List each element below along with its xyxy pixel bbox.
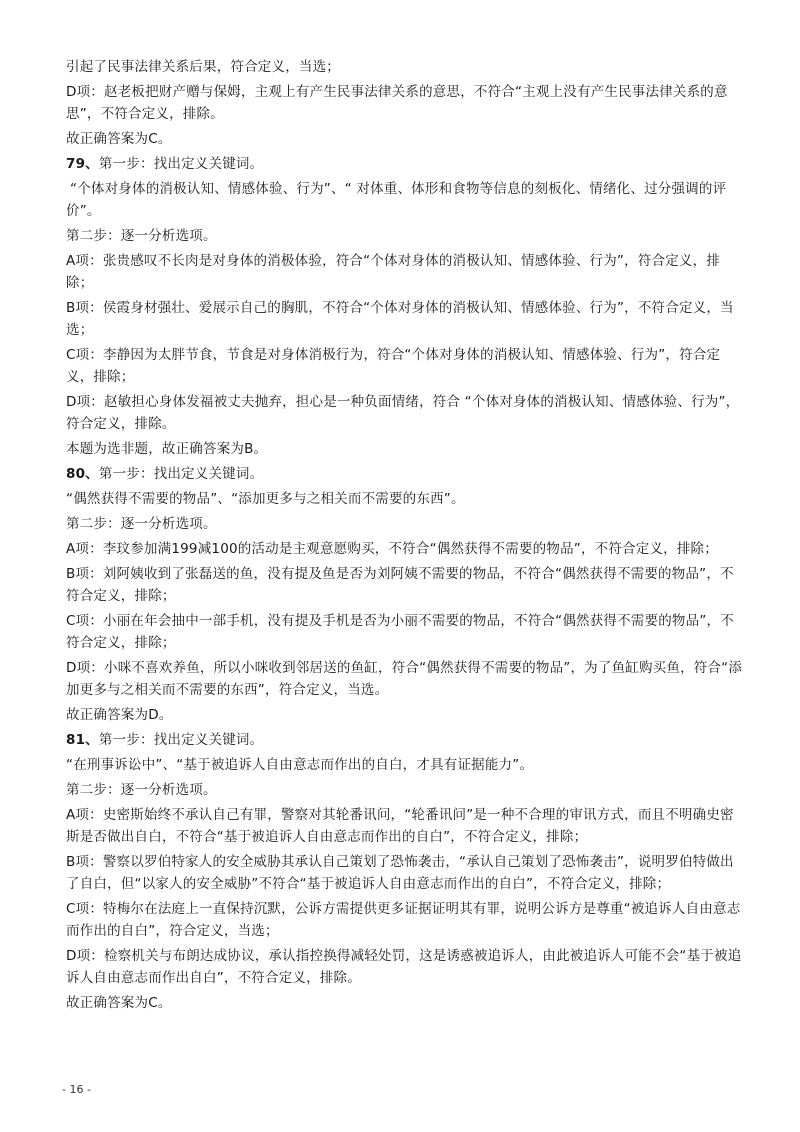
option-b-analysis: B项：警察以罗伯特家人的安全威胁其承认自己策划了恐怖袭击，“承认自己策划了恐怖袭击”，说明罗伯特做出了自白，但“以家人的安全威胁”不符合“基于被追诉人自由意志而作出的自白”，不符合定义，排除； (66, 854, 734, 892)
question-80-heading (66, 463, 746, 485)
option-b-analysis: B项：刘阿姨收到了张磊送的鱼，没有提及鱼是否为刘阿姨不需要的物品，不符合“偶然获得不需要的物品”，不符合定义，排除； (66, 566, 734, 604)
document-body (66, 56, 746, 1017)
step-label: 第一步：找出定义关键词。 (98, 732, 264, 748)
question-79-heading (66, 153, 746, 175)
answer-line: 本题为选非题，故正确答案为B。 (66, 441, 268, 457)
option-b-analysis: B项：侯霞身材强壮、爱展示自己的胸肌，不符合“个体对身体的消极认知、情感体验、行为”，不符合定义，当选； (66, 300, 734, 338)
answer-line: 故正确答案为C。 (66, 995, 172, 1011)
keywords-line: “个体对身体的消极认知、情感体验、行为”、“ 对体重、体形和食物等信息的刻板化、情绪化、过分强调的评价”。 (66, 181, 727, 219)
question-81-heading (66, 729, 746, 751)
option-a-analysis: A项：李玟参加满199减100的活动是主观意愿购买，不符合“偶然获得不需要的物品”，不符合定义，排除； (66, 541, 718, 557)
step-label: 第一步：找出定义关键词。 (98, 156, 264, 172)
answer-line: 故正确答案为D。 (66, 707, 173, 723)
keywords-line: “在刑事诉讼中”、“基于被追诉人自由意志而作出的自白，才具有证据能力”。 (66, 757, 534, 773)
question-number: 79、 (66, 156, 99, 172)
keywords-line: “偶然获得不需要的物品”、“添加更多与之相关而不需要的东西”。 (66, 491, 465, 507)
option-d-analysis: D项：赵敏担心身体发福被丈夫抛弃，担心是一种负面情绪，符合 “个体对身体的消极认知、情感体验、行为”，符合定义，排除。 (66, 394, 740, 432)
page-number: - 16 - (62, 1083, 91, 1096)
step-label: 第二步：逐一分析选项。 (66, 516, 217, 532)
question-number: 80、 (66, 466, 99, 482)
option-c-analysis: C项：特梅尔在法庭上一直保持沉默，公诉方需提供更多证据证明其有罪，说明公诉方是尊重“被追诉人自由意志而作出的自白”，符合定义，当选； (66, 901, 741, 939)
step-label: 第二步：逐一分析选项。 (66, 782, 217, 798)
step-label: 第二步：逐一分析选项。 (66, 228, 217, 244)
option-c-analysis: C项：小丽在年会抽中一部手机，没有提及手机是否为小丽不需要的物品，不符合“偶然获得不需要的物品”，不符合定义，排除； (66, 613, 734, 651)
answer-line: 故正确答案为C。 (66, 131, 172, 147)
option-a-analysis: A项：张贵感叹不长肉是对身体的消极体验，符合“个体对身体的消极认知、情感体验、行为”，符合定义，排除； (66, 253, 721, 291)
option-d-analysis: D项：小咪不喜欢养鱼，所以小咪收到邻居送的鱼缸，符合“偶然获得不需要的物品”，为了鱼缸购买鱼，符合“添加更多与之相关而不需要的东西”，符合定义，当选。 (66, 660, 743, 698)
option-d-analysis: D项：检察机关与布朗达成协议，承认指控换得减轻处罚，这是诱惑被追诉人，由此被追诉人可能不会“基于被追诉人自由意志而作出自白”，不符合定义，排除。 (66, 948, 742, 986)
text-line: 引起了民事法律关系后果，符合定义，当选； (66, 59, 340, 75)
question-number: 81、 (66, 732, 99, 748)
step-label: 第一步：找出定义关键词。 (98, 466, 264, 482)
option-c-analysis: C项：李静因为太胖节食，节食是对身体消极行为，符合“个体对身体的消极认知、情感体验、行为”，符合定义，排除； (66, 347, 721, 385)
option-a-analysis: A项：史密斯始终不承认自己有罪，警察对其轮番讯问，“轮番讯问”是一种不合理的审讯方式，而且不明确史密斯是否做出自白，不符合“基于被追诉人自由意志而作出的自白”，不符合定义，排除； (66, 807, 734, 845)
option-d-analysis: D项：赵老板把财产赠与保姆，主观上有产生民事法律关系的意思，不符合“主观上没有产生民事法律关系的意思”，不符合定义，排除。 (66, 84, 728, 122)
